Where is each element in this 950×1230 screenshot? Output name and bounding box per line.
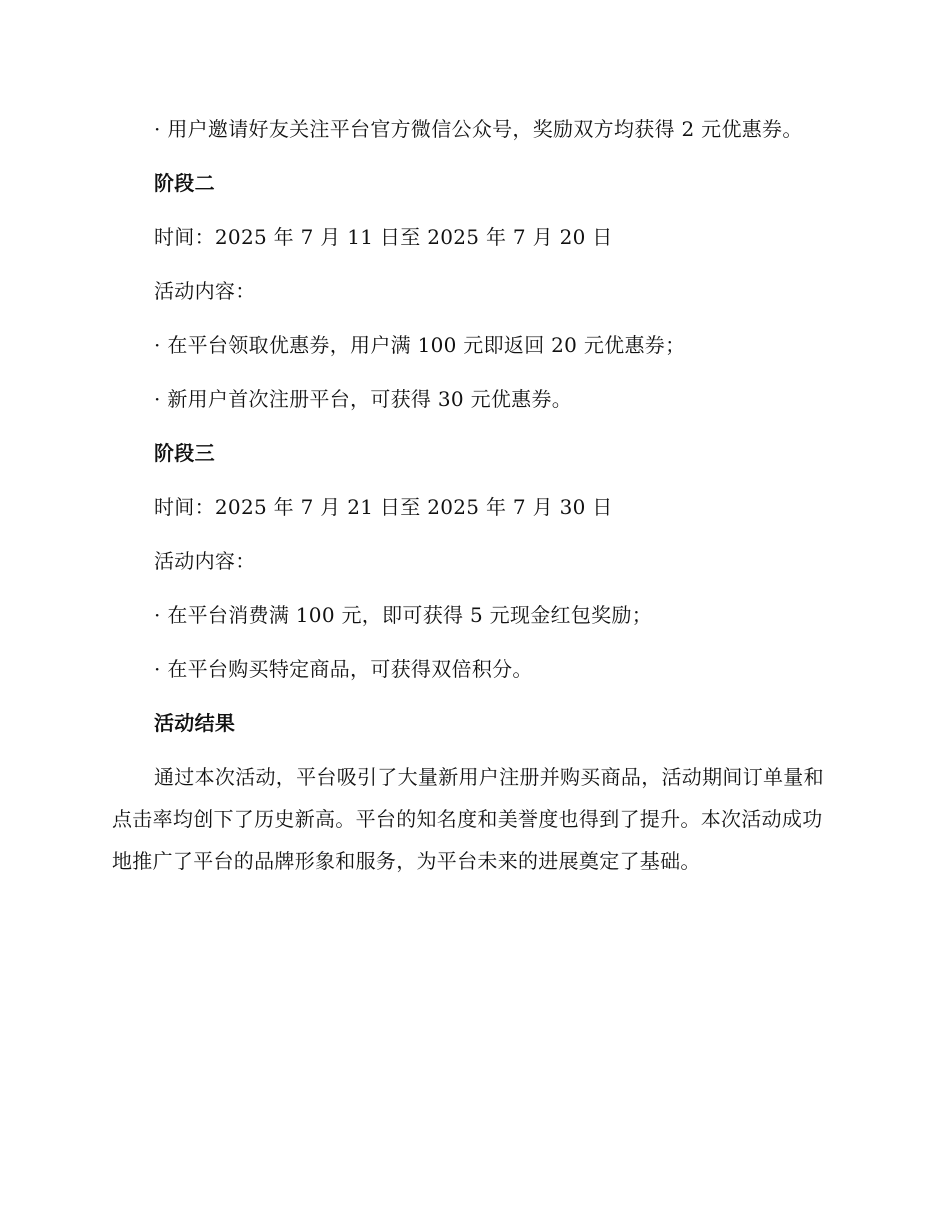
phase-three-time: 时间：2025 年 7 月 21 日至 2025 年 7 月 30 日	[154, 495, 613, 519]
paragraph-invite-reward: · 用户邀请好友关注平台官方微信公众号，奖励双方均获得 2 元优惠券。	[154, 117, 803, 141]
phase-two-item: · 在平台领取优惠券，用户满 100 元即返回 20 元优惠券；	[154, 333, 686, 357]
phase-three-content-label: 活动内容：	[154, 549, 256, 573]
phase-two-content-label: 活动内容：	[154, 279, 256, 303]
heading-phase-two: 阶段二	[154, 171, 215, 195]
results-paragraph: 通过本次活动，平台吸引了大量新用户注册并购买商品，活动期间订单量和点击率均创下了历史新高。平台的知名度和美誉度也得到了提升。本次活动成功地推广了平台的品牌形象和服务，为平台未来的进展奠定了基础。	[112, 765, 824, 873]
phase-three-item: · 在平台购买特定商品，可获得双倍积分。	[154, 657, 533, 681]
phase-two-time: 时间：2025 年 7 月 11 日至 2025 年 7 月 20 日	[154, 225, 613, 249]
phase-two-item: · 新用户首次注册平台，可获得 30 元优惠券。	[154, 387, 573, 411]
phase-three-item: · 在平台消费满 100 元，即可获得 5 元现金红包奖励；	[154, 603, 653, 627]
heading-phase-three: 阶段三	[154, 441, 215, 465]
heading-activity-results: 活动结果	[154, 711, 236, 735]
